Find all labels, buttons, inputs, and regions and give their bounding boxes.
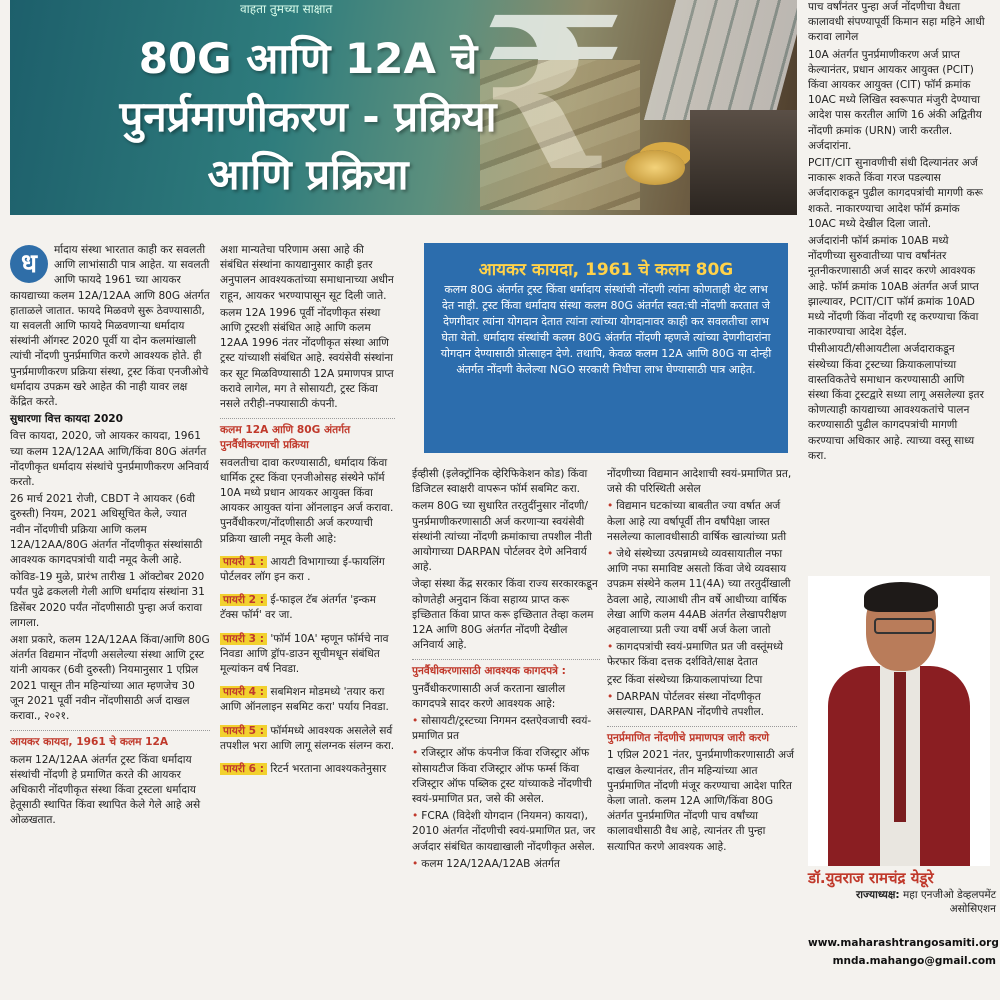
section-80g-box [424, 243, 788, 453]
paragraph: कोविड-19 मुळे, प्रारंभ तारीख 1 ऑक्टोबर 2020 पर्यंत पुढे ढकलली गेली आणि धर्मादाय संस्थांना 31 डिसेंबर 2020 पर्यंत नोंदणीसाठी पुन्हा अर्ज करावा लागला. [10, 571, 205, 629]
article-headline [48, 30, 568, 204]
paragraph: पीसीआयटी/सीआयटीला अर्जदाराकडून संस्थेच्या किंवा ट्रस्टच्या क्रियाकलापांच्या वास्तविकतेचे समाधान करण्यासाठी आणि संस्था किंवा ट्रस्टद्वारे सध्या लागू असलेल्या इतर कोणत्याही कायद्याच्या आवश्यकतांचे पालन करण्यासाठी पुढील कागदपत्रांची मागणी करण्याचा अधिकार आहे. त्याच्या वस्तू साध्य करा. [808, 343, 984, 462]
divider [607, 726, 797, 727]
column-2 [220, 243, 395, 783]
step-item [220, 762, 395, 777]
list-item: • जेथे संस्थेच्या उत्पन्नामध्ये व्यवसायातील नफा आणि नफा समाविष्ट असतो किंवा जेथे व्यवसाय उपक्रम संस्थेने कलम 11(4A) च्या तरतुदींखाली ठेवला आहे, त्याआधी तीन वर्षे आधीच्या वार्षिक लेखा आणि कलम 44AB अंतर्गत लेखापरीक्षण अहवालाच्या प्रती ज्या वर्षी अर्ज केला जातो [607, 547, 797, 638]
step-label: पायरी 6 : [220, 763, 267, 775]
website-link[interactable]: www.maharashtrangosamiti.org [808, 937, 999, 949]
step-item [220, 632, 395, 678]
step-item [220, 724, 395, 754]
section-heading-finance-act: सुधारणा वित्त कायदा 2020 [10, 413, 124, 426]
section-heading-documents: पुनर्वैधीकरणासाठी आवश्यक कागदपत्रे : [412, 665, 566, 678]
people-photo [690, 110, 797, 215]
paragraph: ट्रस्ट किंवा संस्थेच्या क्रियाकलापांच्या टिपा [607, 673, 763, 686]
step-label: पायरी 5 : [220, 725, 267, 737]
list-item: • रजिस्ट्रार ऑफ कंपनीज किंवा रजिस्ट्रार ऑफ सोसायटीज किंवा रजिस्ट्रार ऑफ फर्म्स किंवा रजिस्ट्रार ऑफ पब्लिक ट्रस्ट यांच्याकडे नोंदणीची स्वयं-प्रमाणित प्रत, जसे की असेल. [412, 746, 600, 807]
headline-line-2: पुनर्प्रमाणीकरण - प्रक्रिया [119, 92, 497, 141]
designation-text: महा एनजीओ डेव्हलपमेंट असोसिएशन [902, 889, 996, 915]
list-item: • कलम 12A/12AA/12AB अंतर्गत [412, 857, 600, 872]
dropcap: ध [10, 245, 48, 283]
author-name: डॉ.युवराज रामचंद्र येडूरे [808, 869, 934, 887]
column-4 [607, 467, 797, 857]
step-text: सबमिशन मोडमध्ये 'तयार करा आणि ऑनलाइन सबमिट करा' पर्याय निवडा. [220, 686, 389, 714]
headline-line-1: 80G आणि 12A चे [138, 34, 478, 83]
intro-paragraph: र्मादाय संस्था भारतात काही कर सवलती आणि लाभांसाठी पात्र आहेत. या सवलती आणि फायदे 1961 च्या आयकर कायद्याच्या कलम 12A/12AA आणि 80G अंतर्गत हाताळले जातात. फायदे मिळवणे सुरू ठेवण्यासाठी, या सवलती आणि फायदे मिळवणाऱ्या धर्मादाय संस्थांनी ऑगस्ट 2020 पूर्वी या दोन कलमांखाली त्यांची नोंदणी पुनर्प्रमाणित करणे आवश्यक होते. ही पुनर्प्रमाणीकरण प्रक्रिया संस्था, ट्रस्ट किंवा एनजीओचे धर्मादाय उपक्रम खरे आहेत की नाही यावर लक्ष केंद्रित करते. [10, 244, 210, 409]
column-1 [10, 243, 210, 831]
paragraph: पुनर्वैधीकरणासाठी अर्ज करताना खालील कागदपत्रे सादर करणे आवश्यक आहे: [412, 682, 566, 710]
step-text: फॉर्ममध्ये आवश्यक असलेले सर्व तपशील भरा आणि लागू संलग्नक संलग्न करा. [220, 724, 395, 752]
section-heading-12a: आयकर कायदा, 1961 चे कलम 12A [10, 736, 169, 749]
documents-list-continued [607, 499, 797, 670]
step-text: आयटी विभागाच्या ई-फायलिंग पोर्टलवर लॉग इन करा . [220, 555, 385, 584]
author-photo [808, 576, 990, 866]
paragraph: पाच वर्षांनंतर पुन्हा अर्ज नोंदणीचा वैधता कालावधी संपण्यापूर्वी किमान सहा महिने आधी करावा लागेल [808, 1, 985, 44]
step-label: पायरी 1 : [220, 556, 267, 568]
section-heading-certificate: पुनर्प्रमाणित नोंदणीचे प्रमाणपत्र जारी करणे [607, 732, 770, 745]
documents-list [412, 714, 600, 872]
divider [220, 418, 395, 419]
list-item: • विद्यमान घटकांच्या बाबतीत ज्या वर्षात अर्ज केला आहे त्या वर्षापूर्वी तीन वर्षांपेक्षा जास्त नसलेल्या कालावधीसाठी वार्षिक खात्यांच्या प्रती [607, 499, 797, 545]
divider [10, 730, 210, 731]
column-3 [412, 467, 600, 874]
divider [412, 659, 600, 660]
paragraph: जेव्हा संस्था केंद्र सरकार किंवा राज्य सरकारकडून कोणतेही अनुदान किंवा सहाय्य प्राप्त करू इच्छितात किंवा प्राप्त करू इच्छितात तेव्हा कलम 12A आणि 80G अंतर्गत नोंदणी देखील अनिवार्य आहे. [412, 578, 598, 652]
designation-label: राज्याध्यक्ष: [856, 889, 900, 901]
paragraph: 26 मार्च 2021 रोजी, CBDT ने आयकर (6वी दुरुस्ती) नियम, 2021 अधिसूचित केले, ज्यात नवीन नोंदणीची प्रक्रिया आणि कलम 12A/12AA/80G अंतर्गत नोंदणीकृत संस्थांसाठी आवश्यक कागदपत्रांची यादी नमूद केली आहे. [10, 493, 203, 567]
paragraph: कलम 80G च्या सुधारित तरतुदींनुसार नोंदणी/पुनर्प्रमाणीकरणासाठी अर्ज करणाऱ्या स्वयंसेवी संस्थांनी त्यांच्या नोंदणी क्रमांकाचा तपशील नीती आयोगाच्या DARPAN पोर्टलवर देणे अनिवार्य आहे. [412, 500, 592, 574]
list-item: • सोसायटी/ट्रस्टच्या निगमन दस्तऐवजाची स्वयं-प्रमाणित प्रत [412, 714, 600, 744]
author-designation [808, 888, 996, 916]
step-text: रिटर्न भरताना आवश्यकतेनुसार [270, 763, 387, 776]
paragraph: कलम 12A/12AA अंतर्गत ट्रस्ट किंवा धर्मादाय संस्थांची नोंदणी हे प्रमाणित करते की आयकर अधिकारी नोंदणीकृत संस्था किंवा ट्रस्टला धर्मादाय हेतूसाठी स्थापित किंवा स्थापित केले गेले आहे असे ओळखतात. [10, 753, 201, 827]
paragraph: अशा प्रकारे, कलम 12A/12AA किंवा/आणि 80G अंतर्गत विद्यमान नोंदणी असलेल्या संस्था आणि ट्रस्ट यांनी आयकर (6वी दुरुस्ती) नियमानुसार 1 एप्रिल 2021 पासून तीन महिन्यांच्या आत म्हणजेच 30 जून 2021 पूर्वी नवीन नोंदणीसाठी अर्ज दाखल करावा., २०२१. [10, 634, 210, 723]
step-text: ई-फाइल टॅब अंतर्गत 'इन्कम टॅक्स फॉर्म' वर जा. [220, 594, 377, 622]
paragraph: कलम 12A 1996 पूर्वी नोंदणीकृत संस्था आणि ट्रस्टशी संबंधित आहे आणि कलम 12AA 1996 नंतर नोंदणीकृत संस्था आणि ट्रस्ट यांच्याशी संबंधित आहे. स्वयंसेवी संस्थांना कर सूट मिळविण्यासाठी 12A प्रमाणपत्र प्राप्त करावे लागेल, मग ते सोसायटी, ट्रस्ट किंवा नसले तरीही-नफ्यासाठी कंपनी. [220, 306, 394, 411]
header-banner [10, 0, 797, 215]
email-link[interactable]: mnda.mahango@gmail.com [832, 955, 996, 967]
paragraph: सवलतीचा दावा करण्यासाठी, धर्मादाय किंवा धार्मिक ट्रस्ट किंवा एनजीओसह संस्थेने फॉर्म 10A मध्ये प्रधान आयकर आयुक्त किंवा आयकर आयुक्त यांना ऑनलाइन अर्ज करावा. पुनर्वैधीकरण/नोंदणीसाठी अर्ज करण्याची प्रक्रिया खाली नमूद केली आहे: [220, 456, 394, 545]
banner-kicker: वाहता तुमच्या साक्षात [240, 2, 333, 16]
step-item [220, 685, 395, 715]
step-text: 'फॉर्म 10A' म्हणून फॉर्मचे नाव निवडा आणि ड्रॉप-डाउन सूचीमधून संबंधित मूल्यांकन वर्ष निवडा. [220, 632, 389, 676]
paragraph: अर्जदारांनी फॉर्म क्रमांक 10AB मध्ये नोंदणीच्या सुरुवातीच्या पाच वर्षांनंतर नूतनीकरणासाठी अर्ज सादर करणे आवश्यक आहे. फॉर्म क्रमांक 10AB अंतर्गत अर्ज प्राप्त झाल्यावर, PCIT/CIT फॉर्म क्रमांक 10AD मध्ये नोंदणी किंवा नोंदणी रद्द करण्याचा किंवा नाकारण्याचा आदेश देईल. [808, 235, 979, 339]
coins-image [625, 150, 685, 185]
list-item: • कागदपत्रांची स्वयं-प्रमाणित प्रत जी वस्तूंमध्ये फेरफार किंवा दत्तक दर्शविते/साक्ष देतात [607, 640, 797, 670]
paragraph: वित्त कायदा, 2020, जो आयकर कायदा, 1961 च्या कलम 12A/12AA आणि/किंवा 80G अंतर्गत नोंदणीकृत धर्मादाय संस्थांचे पुनर्प्रमाणीकरण अनिवार्य करतो. [10, 430, 209, 489]
paragraph: PCIT/CIT सुनावणीची संधी दिल्यानंतर अर्ज नाकारू शकते किंवा गरज पडल्यास अर्जदाराकडून पुढील कागदपत्रांची मागणी करू शकते. नाकारण्याचा आदेश फॉर्म क्रमांक 10AC मध्ये देखील दिला जातो. [808, 157, 983, 230]
column-5 [808, 0, 988, 466]
box-heading: आयकर कायदा, 1961 चे कलम 80G [478, 260, 734, 280]
paragraph: 10A अंतर्गत पुनर्प्रमाणीकरण अर्ज प्राप्त केल्यानंतर, प्रधान आयकर आयुक्त (PCIT) किंवा आयकर आयुक्त (CIT) फॉर्म क्रमांक 10AC मध्ये लिखित स्वरूपात मंजुरी देण्याचा आदेश पास करतील आणि 16 अंकी अद्वितीय नोंदणी क्रमांक (URN) जारी करतील. अर्जदारांना. [808, 48, 982, 152]
paragraph: अशा मान्यतेचा परिणाम असा आहे की संबंधित संस्थांना कायद्यानुसार काही इतर अनुपालन आवश्यकतांच्या समाधानाच्या अधीन राहून, आयकर भरण्यापासून सूट दिली जाते. [220, 244, 394, 302]
step-label: पायरी 2 : [220, 594, 267, 606]
documents-list-continued-2 [607, 690, 797, 720]
headline-line-3: आणि प्रक्रिया [207, 150, 409, 199]
calculator-image [644, 0, 797, 120]
step-item [220, 593, 395, 623]
list-item: • DARPAN पोर्टलवर संस्था नोंदणीकृत असल्यास, DARPAN नोंदणीचे तपशील. [607, 690, 797, 720]
box-text: कलम 80G अंतर्गत ट्रस्ट किंवा धर्मादाय संस्थांची नोंदणी त्यांना कोणताही थेट लाभ देत नाही. ट्रस्ट किंवा धर्मादाय संस्था कलम 80G अंतर्गत स्वत:ची नोंदणी करतात जे देणगीदार त्यांना योगदान देतात त्यांना त्यांच्या योगदानावर काही कर सवलतीचा लाभ घेता येतो. धर्मादाय संस्थांची कलम 80G अंतर्गत नोंदणी म्हणजे त्यांच्या देणगीदारांना योगदान देण्यासाठी प्रोत्साहन देणे. तथापि, केवळ कलम 12A आणि 80G या दोन्ही अंतर्गत नोंदणी केलेल्या NGO सरकारी निधीचा लाभ घेण्यासाठी पात्र आहेत. [440, 283, 772, 376]
step-label: पायरी 3 : [220, 633, 267, 645]
section-heading-revalidation-process: कलम 12A आणि 80G अंतर्गत पुनर्वैधीकरणाची प्रक्रिया [220, 424, 351, 452]
list-item: • FCRA (विदेशी योगदान (नियमन) कायदा), 2010 अंतर्गत नोंदणीची स्वयं-प्रमाणित प्रत, जर अर्जदार संबंधित कायद्याखाली नोंदणीकृत असेल. [412, 809, 600, 855]
paragraph: 1 एप्रिल 2021 नंतर, पुनर्प्रमाणीकरणासाठी अर्ज दाखल केल्यानंतर, तीन महिन्यांच्या आत पुनर्प्रमाणित नोंदणी मंजूर करण्याचा आदेश पारित केला जातो. कलम 12A आणि/किंवा 80G अंतर्गत पुनर्प्रमाणित नोंदणी पाच वर्षांच्या कालावधीसाठी वैध आहे, त्यानंतर ती पुन्हा सत्यापित करणे आवश्यक आहे. [607, 749, 795, 853]
paragraph: नोंदणीच्या विद्यमान आदेशाची स्वयं-प्रमाणित प्रत, जसे की परिस्थिती असेल [607, 468, 792, 496]
paragraph: ईव्हीसी (इलेक्ट्रॉनिक व्हेरिफिकेशन कोड) किंवा डिजिटल स्वाक्षरी वापरून फॉर्म सबमिट करा. [412, 468, 588, 496]
step-label: पायरी 4 : [220, 686, 267, 698]
step-item [220, 555, 395, 585]
